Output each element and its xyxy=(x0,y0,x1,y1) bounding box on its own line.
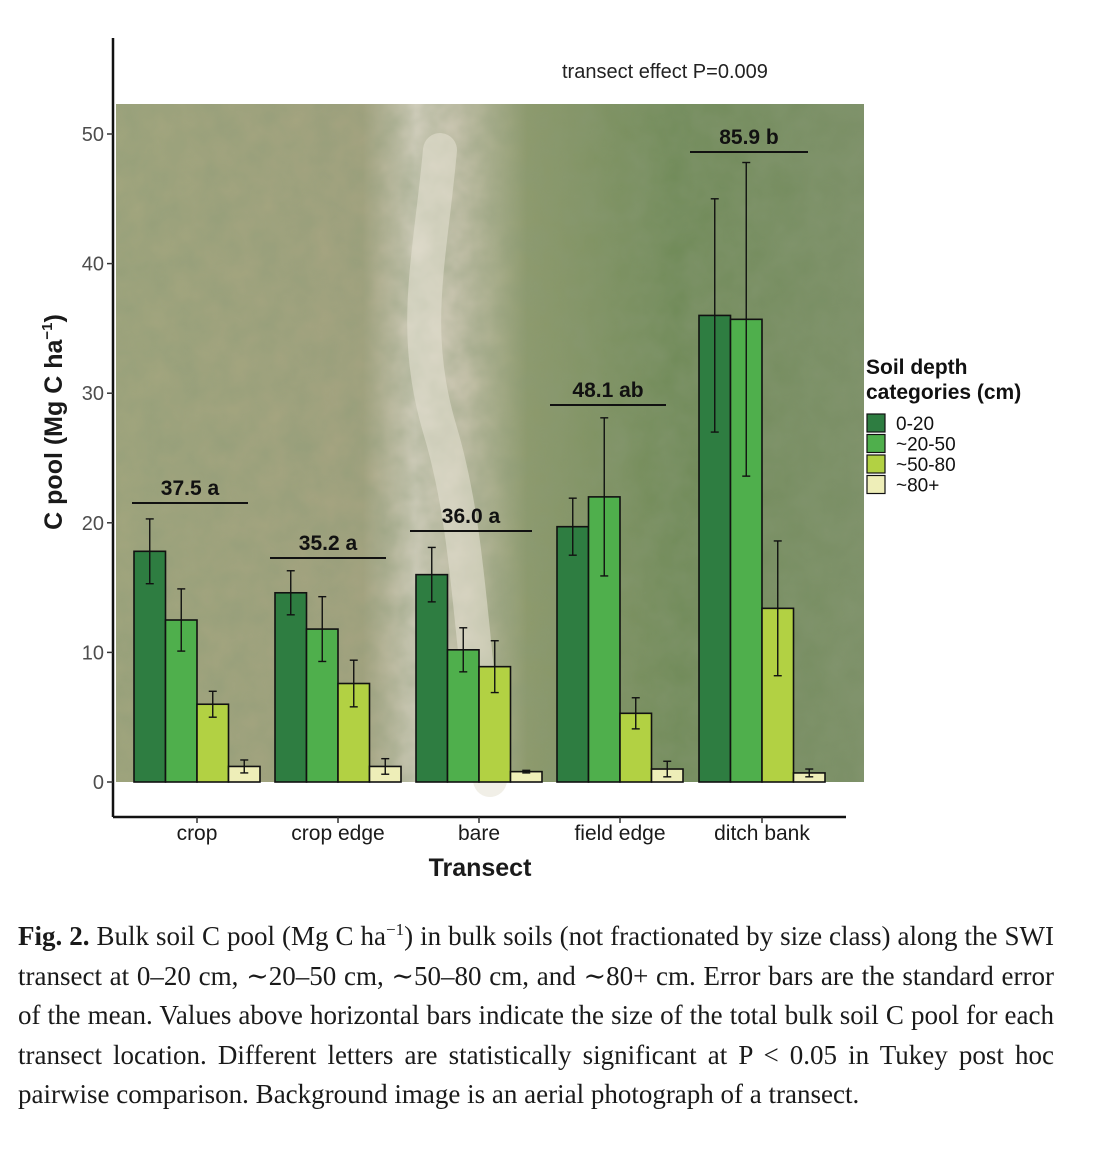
figure-caption xyxy=(18,910,1054,1115)
legend-item xyxy=(867,414,934,435)
y-axis-title-main: C pool (Mg C ha xyxy=(40,339,68,530)
legend-title-line2: categories (cm) xyxy=(866,381,1022,404)
total-label: 35.2 a xyxy=(298,532,358,555)
legend xyxy=(866,356,1021,497)
legend-swatch xyxy=(867,435,885,453)
y-axis-title-sup: −1 xyxy=(39,322,56,340)
total-label: 36.0 a xyxy=(441,505,501,528)
caption-text-part1: Bulk soil C pool (Mg C ha xyxy=(89,921,387,951)
caption-unit-superscript: −1 xyxy=(386,920,405,939)
legend-label: ~20-50 xyxy=(896,434,956,456)
x-ticks xyxy=(177,817,811,845)
y-tick-label: 20 xyxy=(81,512,104,535)
y-tick-label: 30 xyxy=(81,383,104,406)
bar xyxy=(416,575,448,782)
bar xyxy=(557,527,589,782)
legend-item xyxy=(867,476,939,497)
caption-fig-label: Fig. 2. xyxy=(18,921,90,951)
legend-item xyxy=(867,435,956,456)
x-tick-label: bare xyxy=(457,822,501,845)
bar xyxy=(275,593,307,782)
total-label: 85.9 b xyxy=(719,126,779,149)
y-tick-label: 10 xyxy=(81,642,104,665)
y-ticks xyxy=(82,124,113,794)
legend-label: 0-20 xyxy=(896,414,935,435)
x-tick-label: field edge xyxy=(574,822,666,845)
legend-swatch xyxy=(867,414,885,432)
x-axis-title: Transect xyxy=(428,854,532,880)
y-axis-title xyxy=(39,314,68,530)
y-tick-label: 0 xyxy=(92,772,104,794)
legend-title-line1: Soil depth xyxy=(866,356,968,379)
y-tick-label: 40 xyxy=(81,253,104,276)
legend-label: ~80+ xyxy=(896,475,940,497)
x-tick-label: crop edge xyxy=(291,822,385,845)
x-tick-label: crop xyxy=(176,822,218,845)
transect-effect-annotation: transect effect P=0.009 xyxy=(562,61,768,83)
legend-item xyxy=(867,455,956,476)
bar xyxy=(134,551,166,782)
y-axis-title-close: ) xyxy=(40,314,68,323)
x-tick-label: ditch bank xyxy=(714,822,810,845)
total-label: 37.5 a xyxy=(160,477,220,500)
legend-label: ~50-80 xyxy=(896,455,956,476)
caption-text-part2: ) in bulk soils (not fractionated by size class) along the SWI transect at 0–20 cm, ∼20–50 cm, ∼50–80 cm, and ∼80+ cm. Error bars are the standard error of the mean. Values above horizontal bars indicate the size of the total bulk soil C pool for each transect location. Different letters are statistically significant at P < 0.05 in Tukey post hoc pairwise comparison. Background image is an aerial photograph of a transect. xyxy=(18,921,1054,1109)
total-label: 48.1 ab xyxy=(572,379,644,402)
legend-swatch xyxy=(867,476,885,494)
legend-swatch xyxy=(867,455,885,473)
y-tick-label: 50 xyxy=(81,124,104,146)
